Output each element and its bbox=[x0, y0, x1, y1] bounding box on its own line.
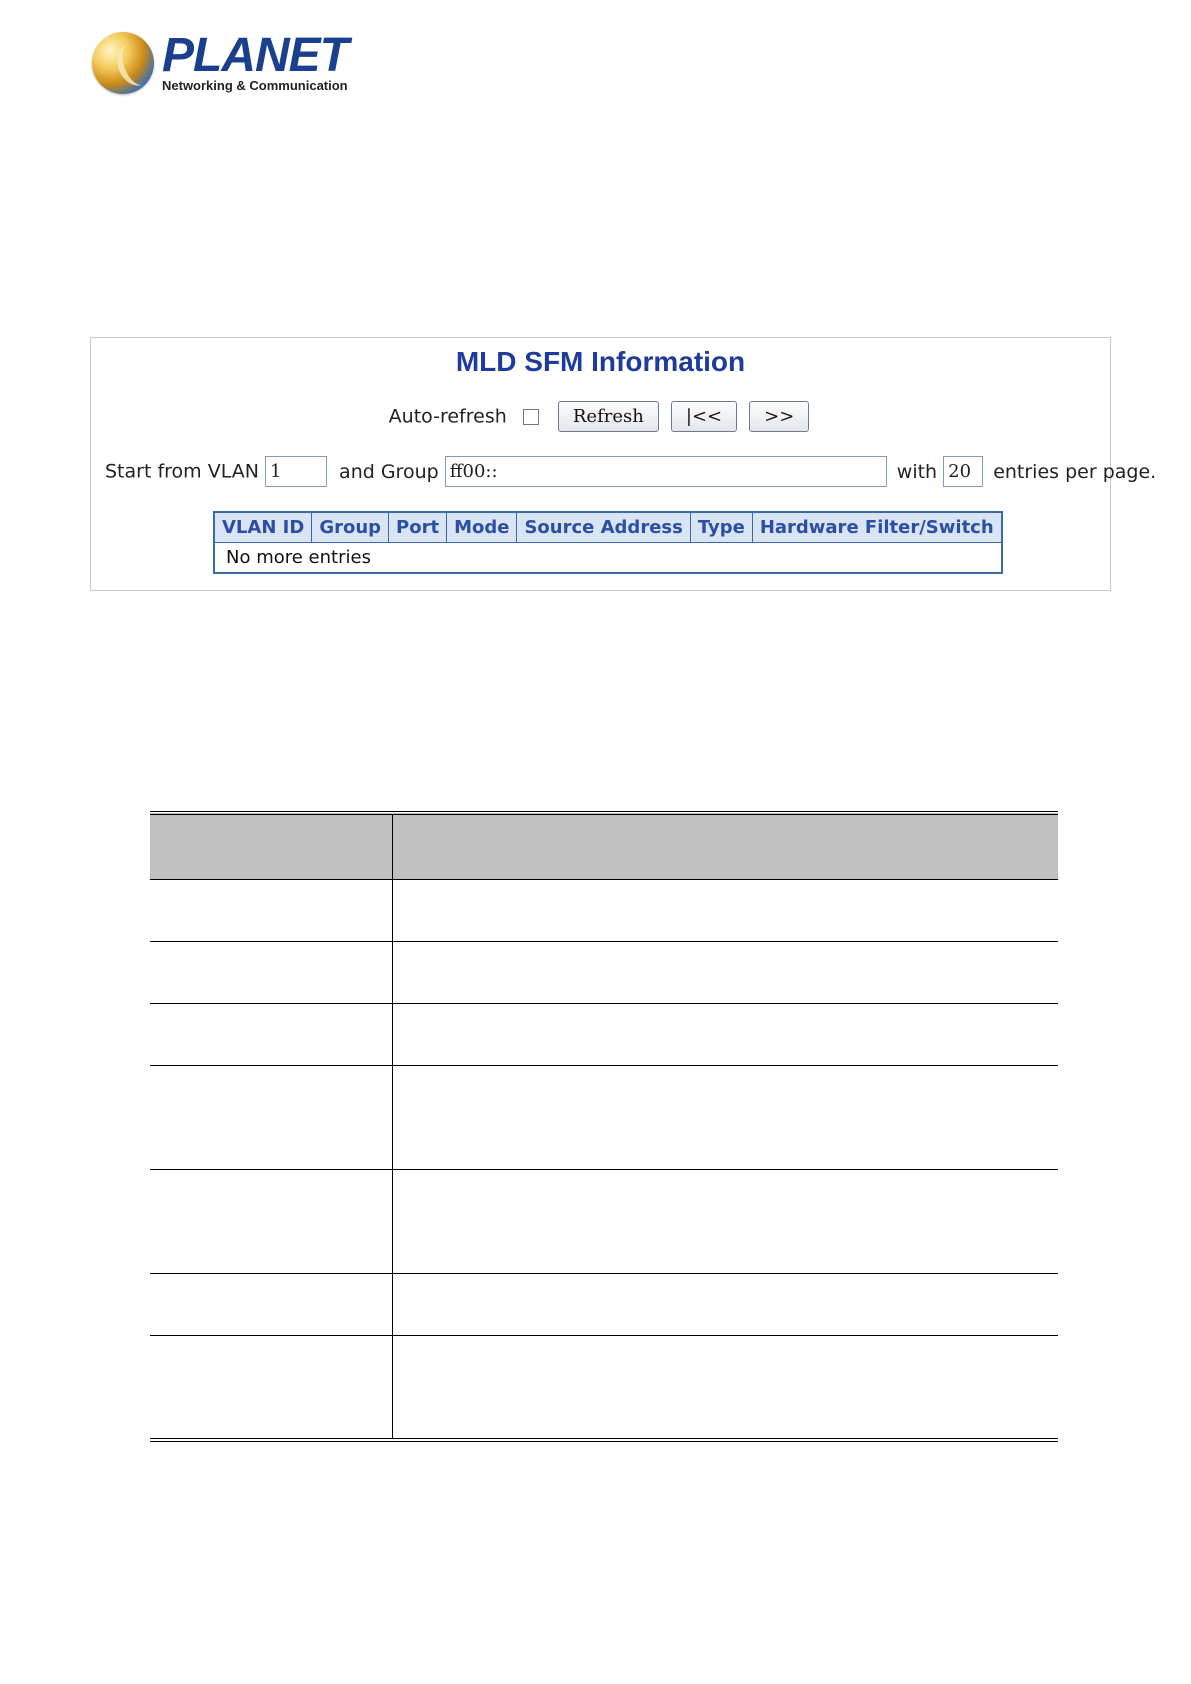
start-vlan-label: Start from VLAN bbox=[105, 460, 259, 483]
desc-cell-description bbox=[393, 1336, 1059, 1440]
refresh-button[interactable]: Refresh bbox=[558, 401, 659, 432]
desc-cell-object bbox=[150, 1066, 393, 1170]
logo-tagline: Networking & Communication bbox=[162, 78, 348, 93]
table-row bbox=[150, 880, 1058, 942]
planet-logo bbox=[92, 28, 348, 100]
auto-refresh-checkbox[interactable] bbox=[523, 409, 539, 425]
desc-cell-description bbox=[393, 942, 1059, 1004]
table-row bbox=[150, 1004, 1058, 1066]
refresh-controls bbox=[91, 401, 1110, 432]
desc-header-row bbox=[150, 813, 1058, 880]
next-page-button[interactable]: >> bbox=[749, 401, 809, 432]
col-port: Port bbox=[389, 512, 447, 543]
desc-cell-description bbox=[393, 1004, 1059, 1066]
col-group: Group bbox=[312, 512, 389, 543]
entries-per-page-label: entries per page. bbox=[993, 460, 1157, 483]
col-vlan-id: VLAN ID bbox=[214, 512, 312, 543]
table-row bbox=[150, 942, 1058, 1004]
start-vlan-input[interactable]: 1 bbox=[265, 456, 327, 487]
desc-cell-description bbox=[393, 880, 1059, 942]
table-row bbox=[150, 1274, 1058, 1336]
table-row bbox=[150, 1066, 1058, 1170]
logo-brand: PLANET bbox=[162, 29, 348, 82]
sfm-table bbox=[213, 511, 1003, 574]
first-page-button[interactable]: |<< bbox=[671, 401, 737, 432]
desc-cell-object bbox=[150, 880, 393, 942]
col-source-address: Source Address bbox=[517, 512, 690, 543]
desc-cell-object bbox=[150, 1004, 393, 1066]
desc-cell-description bbox=[393, 1066, 1059, 1170]
auto-refresh-label: Auto-refresh bbox=[388, 405, 507, 428]
desc-cell-object bbox=[150, 942, 393, 1004]
desc-cell-object bbox=[150, 1274, 393, 1336]
mld-sfm-panel bbox=[90, 337, 1157, 591]
desc-cell-object bbox=[150, 1336, 393, 1440]
group-label: and Group bbox=[339, 460, 439, 483]
table-header-row bbox=[214, 512, 1002, 543]
entries-per-page-input[interactable]: 20 bbox=[943, 456, 983, 487]
filter-controls bbox=[105, 456, 1157, 487]
desc-cell-object bbox=[150, 1170, 393, 1274]
table-row bbox=[214, 543, 1002, 574]
col-mode: Mode bbox=[447, 512, 517, 543]
desc-cell-description bbox=[393, 1274, 1059, 1336]
table-row bbox=[150, 1170, 1058, 1274]
desc-header-object bbox=[150, 813, 393, 880]
group-input[interactable]: ff00:: bbox=[445, 456, 887, 487]
desc-cell-description bbox=[393, 1170, 1059, 1274]
table-row bbox=[150, 1336, 1058, 1440]
page-title: MLD SFM Information bbox=[455, 346, 746, 377]
description-table bbox=[150, 811, 1058, 1442]
col-hardware-filter: Hardware Filter/Switch bbox=[752, 512, 1001, 543]
col-type: Type bbox=[690, 512, 752, 543]
empty-message: No more entries bbox=[214, 543, 1002, 574]
with-label: with bbox=[896, 460, 938, 483]
desc-header-description bbox=[393, 813, 1059, 880]
